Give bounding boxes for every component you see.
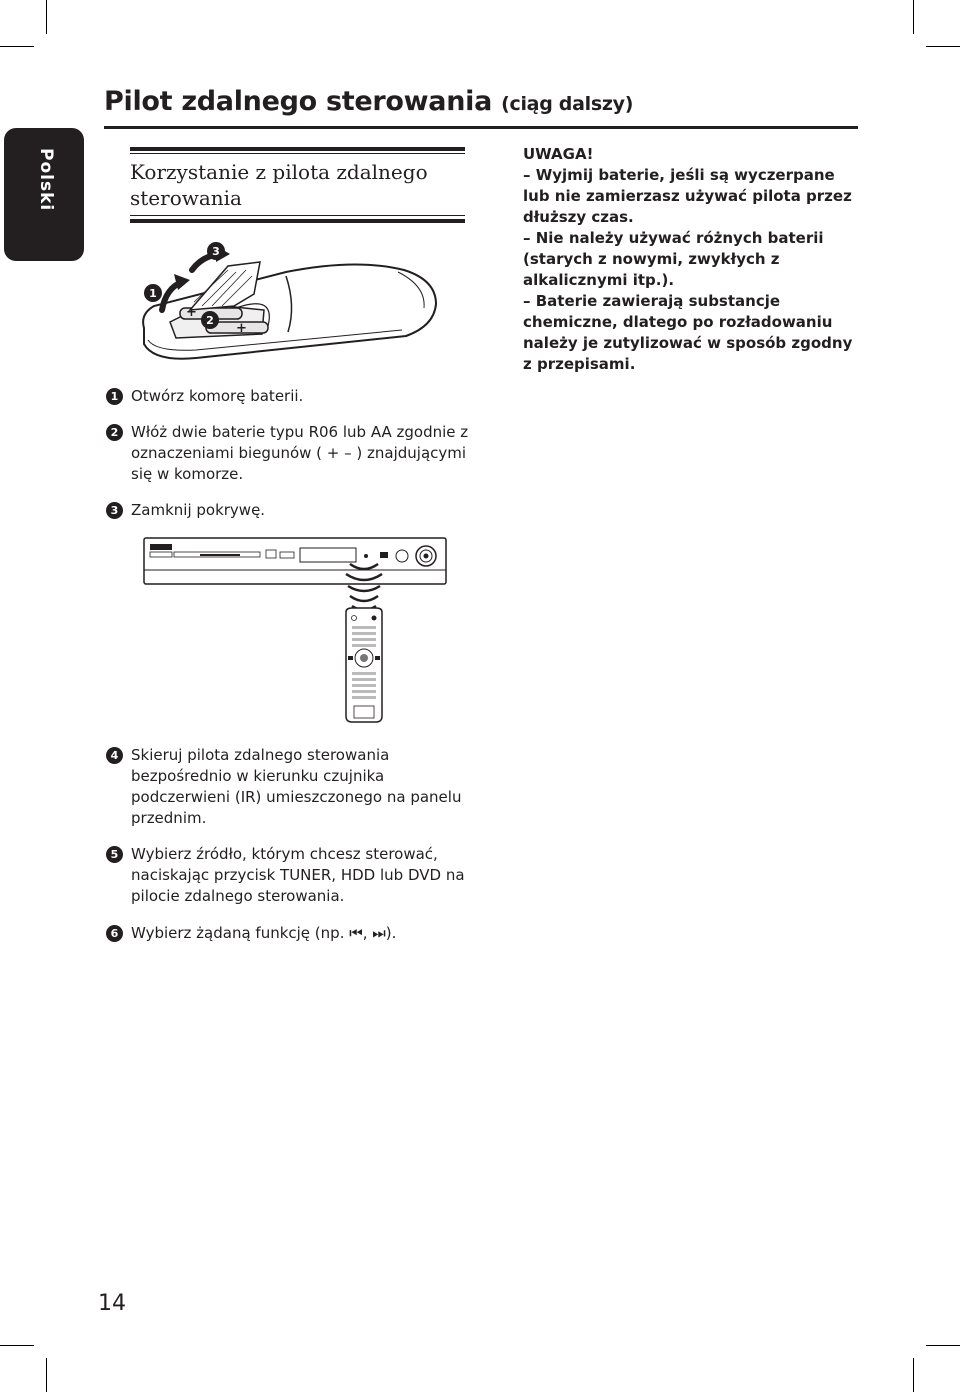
section-title: Korzystanie z pilota zdalnego sterowania	[130, 160, 428, 210]
crop-mark	[0, 46, 34, 47]
callout-1: 1	[149, 287, 157, 300]
language-tab-label: Polski	[36, 148, 56, 212]
title-rule	[104, 126, 858, 129]
page-title	[104, 86, 633, 117]
step-text	[131, 844, 465, 907]
step-number: 1	[106, 388, 123, 405]
step-text-line: oznaczeniami biegunów ( + – ) znajdującymi	[131, 444, 467, 462]
section-rule-top	[130, 147, 465, 151]
step-text-line: Wybierz źródło, którym chcesz sterować,	[131, 845, 438, 863]
crop-mark	[926, 1345, 960, 1346]
crop-mark	[926, 46, 960, 47]
warning-note	[523, 144, 863, 375]
page-title-main: Pilot zdalnego sterowania	[104, 86, 492, 117]
step-text	[131, 422, 468, 485]
step-text-line: naciskając przycisk TUNER, HDD lub DVD na	[131, 866, 465, 884]
section-rule-top-thin	[130, 153, 465, 154]
step-text	[131, 745, 461, 829]
step-text-line: podczerwieni (IR) umieszczonego na panelu	[131, 788, 462, 806]
section-rule-bottom-thin	[130, 215, 465, 216]
polarity-mark: +	[186, 305, 197, 320]
battery-insert-illustration	[136, 236, 448, 366]
crop-mark	[46, 0, 47, 34]
crop-mark	[913, 1358, 914, 1392]
page-title-continued: (ciąg dalszy)	[501, 93, 634, 115]
step-number: 5	[106, 846, 123, 863]
page-number: 14	[98, 1291, 126, 1316]
warning-item: – Baterie zawierają substancje chemiczne, dlatego po rozładowaniu należy je zutylizować w sposób zgodny z przepisami.	[523, 292, 853, 373]
crop-mark	[913, 0, 914, 34]
warning-heading: UWAGA!	[523, 145, 594, 163]
step-number: 2	[106, 424, 123, 441]
step-text-line: bezpośrednio w kierunku czujnika	[131, 767, 385, 785]
step-number: 6	[106, 925, 123, 942]
step-text-line: przednim.	[131, 809, 207, 827]
step-number: 4	[106, 747, 123, 764]
device-remote-illustration	[140, 534, 452, 726]
language-tab	[4, 128, 84, 261]
step-text-line: Włóż dwie baterie typu R06 lub AA zgodnie z	[131, 423, 469, 441]
callout-2: 2	[206, 314, 214, 327]
step-text: Wybierz żądaną funkcję (np. ⏮, ⏭).	[131, 924, 397, 942]
step-text: Zamknij pokrywę.	[131, 501, 266, 519]
warning-item: – Wyjmij baterie, jeśli są wyczerpane lub nie zamierzasz używać pilota przez dłuższy czas.	[523, 166, 852, 226]
step-text-line: się w komorze.	[131, 465, 244, 483]
section-rule-bottom	[130, 219, 465, 223]
crop-mark	[46, 1358, 47, 1392]
polarity-mark: +	[236, 321, 247, 336]
step-text-line: pilocie zdalnego sterowania.	[131, 887, 345, 905]
step-number: 3	[106, 502, 123, 519]
step-text-line: Skieruj pilota zdalnego sterowania	[131, 746, 390, 764]
callout-3: 3	[212, 245, 220, 258]
warning-item: – Nie należy używać różnych baterii (starych z nowymi, zwykłych z alkalicznymi itp.).	[523, 229, 824, 289]
crop-mark	[0, 1345, 34, 1346]
step-text: Otwórz komorę baterii.	[131, 387, 304, 405]
